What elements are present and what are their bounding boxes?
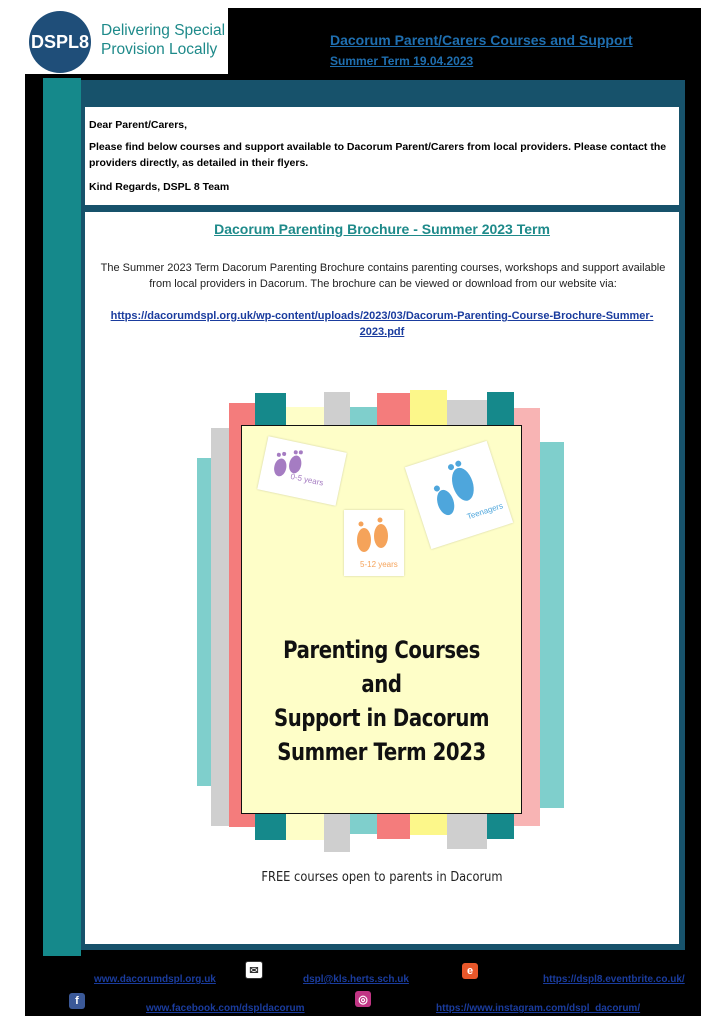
poster-title-line: Support in Dacorum (273, 704, 490, 732)
deco-bar (540, 442, 564, 808)
logo-mark: DSPL8 (29, 11, 91, 73)
top-bar (81, 80, 685, 104)
brochure-heading: Dacorum Parenting Brochure - Summer 2023 Term (214, 221, 550, 237)
letter-box (85, 107, 679, 205)
facebook-link[interactable]: www.facebook.com/dspldacorum (146, 1003, 305, 1014)
letter-greeting: Dear Parent/Carers, (89, 119, 188, 131)
letter-signoff: Kind Regards, DSPL 8 Team (89, 181, 230, 193)
eventbrite-link[interactable]: https://dspl8.eventbrite.co.uk/ (543, 974, 685, 985)
logo-tagline (101, 21, 225, 59)
poster-title (267, 633, 496, 769)
footprints-icon (405, 441, 513, 549)
eventbrite-icon: e (462, 963, 478, 979)
instagram-icon: ◎ (355, 991, 371, 1007)
logo (25, 8, 228, 74)
brochure-description: The Summer 2023 Term Dacorum Parenting Brochure contains parenting courses, workshops and support available from local providers in Dacorum. The brochure can be viewed or download from our website via: (100, 262, 666, 290)
email-link[interactable]: dspl@kls.herts.sch.uk (303, 974, 409, 985)
poster-title-line: Parenting Courses and (283, 636, 480, 698)
instagram-link[interactable]: https://www.instagram.com/dspl_dacorum/ (436, 1003, 641, 1014)
side-strip (43, 78, 81, 956)
poster-footer: FREE courses open to parents in Dacorum (261, 870, 503, 885)
page-subtitle: Summer Term 19.04.2023 (330, 54, 474, 68)
age-label: 5-12 years (360, 560, 398, 569)
age-card-0-5 (257, 436, 346, 505)
email-icon: ✉ (245, 961, 263, 979)
age-card-teen (405, 441, 513, 549)
page-title: Dacorum Parent/Carers Courses and Support (330, 32, 633, 48)
logo-line-2: Provision Locally (101, 41, 218, 58)
deco-bar (211, 428, 231, 826)
age-card-5-12 (344, 510, 404, 576)
footprints-icon (257, 436, 346, 505)
website-link[interactable]: www.dacorumdspl.org.uk (94, 974, 216, 985)
brochure-link[interactable]: https://dacorumdspl.org.uk/wp-content/uploads/2023/03/Dacorum-Parenting-Course-Brochure-Summer-2023.pdf (110, 310, 654, 338)
age-label: Teenagers (465, 501, 505, 522)
letter-body: Please find below courses and support available to Dacorum Parent/Carers from local providers. Please contact the providers directly, as detailed in their flyers. (89, 141, 667, 169)
facebook-icon: f (69, 993, 85, 1009)
brochure-poster[interactable] (241, 425, 522, 814)
logo-line-1: Delivering Special (101, 22, 226, 39)
poster-title-line: Summer Term 2023 (277, 738, 486, 766)
age-label: 0-5 years (289, 471, 325, 488)
